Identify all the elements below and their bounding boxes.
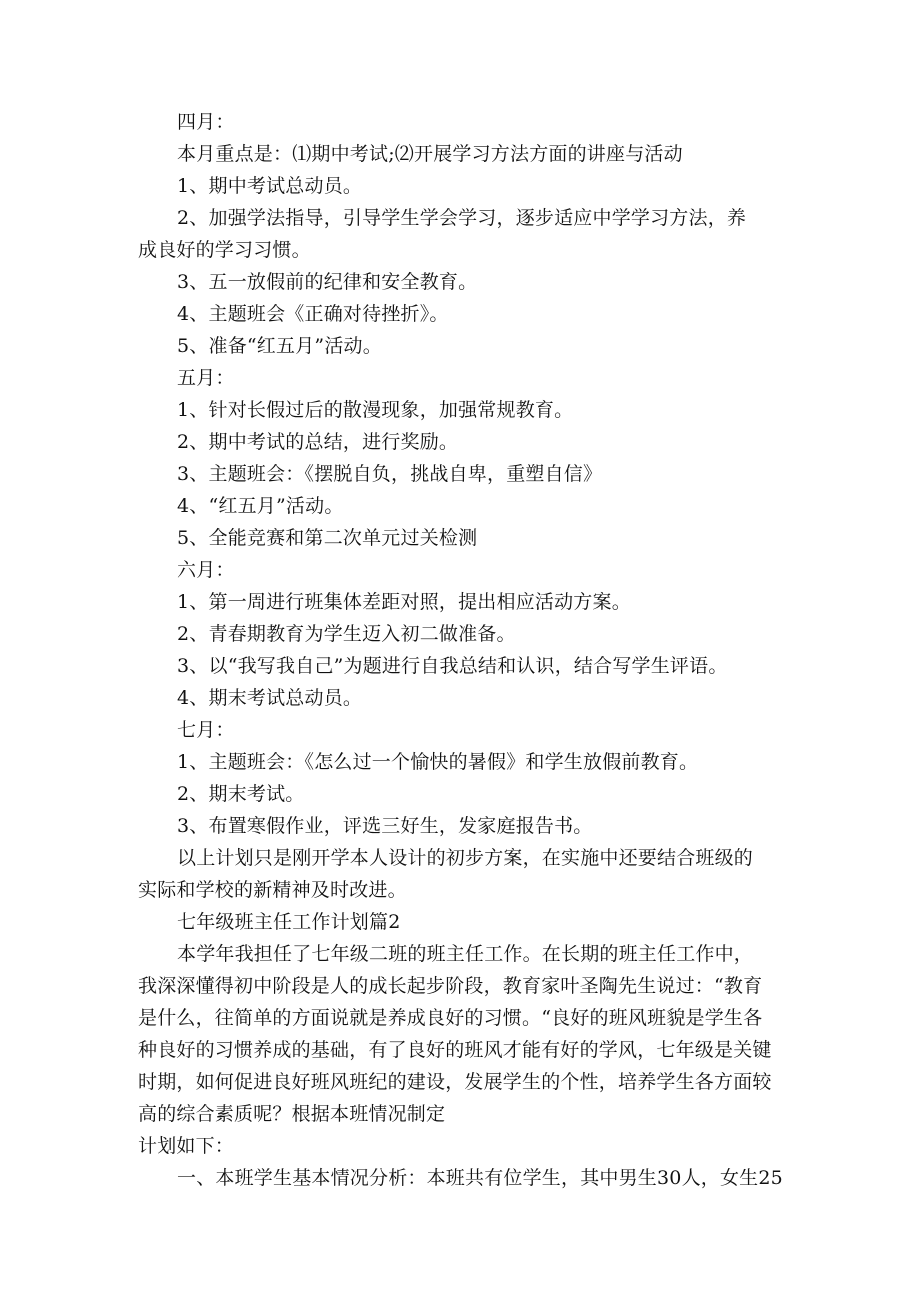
april-item-4: 4、主题班会《正确对待挫折》。 [177, 303, 449, 325]
may-item-1: 1、针对长假过后的散漫现象，加强常规教育。 [177, 399, 574, 421]
heading-june: 六月： [177, 559, 235, 581]
april-item-5: 5、准备“红五月”活动。 [177, 335, 382, 357]
intro-paragraph-line-1: 本学年我担任了七年级二班的班主任工作。在长期的班主任工作中， [177, 943, 754, 965]
intro-paragraph-line-5: 时期，如何促进良好班风班纪的建设，发展学生的个性，培养学生各方面较 [138, 1071, 772, 1093]
july-item-3: 3、布置寒假作业，评选三好生，发家庭报告书。 [177, 815, 593, 837]
april-focus: 本月重点是：⑴期中考试;⑵开展学习方法方面的讲座与活动 [177, 143, 683, 165]
section-title-2: 七年级班主任工作计划篇2 [177, 911, 401, 933]
july-item-2: 2、期末考试。 [177, 783, 305, 805]
heading-may: 五月： [177, 367, 235, 389]
may-item-5: 5、全能竞赛和第二次单元过关检测 [177, 527, 478, 549]
june-item-2: 2、青春期教育为学生迈入初二做准备。 [177, 623, 516, 645]
intro-paragraph-line-2: 我深深懂得初中阶段是人的成长起步阶段，教育家叶圣陶先生说过：“教育 [138, 975, 763, 997]
april-item-3: 3、五一放假前的纪律和安全教育。 [177, 271, 478, 293]
intro-paragraph-line-6: 高的综合素质呢？根据本班情况制定 [138, 1103, 446, 1125]
july-item-1: 1、主题班会：《怎么过一个愉快的暑假》和学生放假前教育。 [177, 751, 699, 773]
april-item-2-cont: 成良好的学习习惯。 [138, 239, 311, 261]
june-item-4: 4、期末考试总动员。 [177, 687, 363, 709]
closing-paragraph-cont: 实际和学校的新精神及时改进。 [138, 879, 407, 901]
closing-paragraph: 以上计划只是刚开学本人设计的初步方案，在实施中还要结合班级的 [177, 847, 754, 869]
plan-intro: 计划如下： [138, 1135, 235, 1157]
heading-july: 七月： [177, 719, 235, 741]
intro-paragraph-line-3: 是什么，往简单的方面说就是养成良好的习惯。“良好的班风班貌是学生各 [138, 1007, 763, 1029]
may-item-4: 4、“红五月”活动。 [177, 495, 344, 517]
may-item-2: 2、期中考试的总结，进行奖励。 [177, 431, 459, 453]
april-item-2: 2、加强学法指导，引导学生学会学习，逐步适应中学学习方法，养 [177, 207, 747, 229]
may-item-3: 3、主题班会：《摆脱自负，挑战自卑，重塑自信》 [177, 463, 603, 485]
june-item-3: 3、以“我写我自己”为题进行自我总结和认识，结合写学生评语。 [177, 655, 728, 677]
section-one-analysis: 一、本班学生基本情况分析：本班共有位学生，其中男生30人，女生25 [177, 1167, 783, 1189]
intro-paragraph-line-4: 种良好的习惯养成的基础，有了良好的班风才能有好的学风，七年级是关键 [138, 1039, 772, 1061]
april-item-1: 1、期中考试总动员。 [177, 175, 363, 197]
june-item-1: 1、第一周进行班集体差距对照，提出相应活动方案。 [177, 591, 631, 613]
heading-april: 四月： [177, 111, 235, 133]
